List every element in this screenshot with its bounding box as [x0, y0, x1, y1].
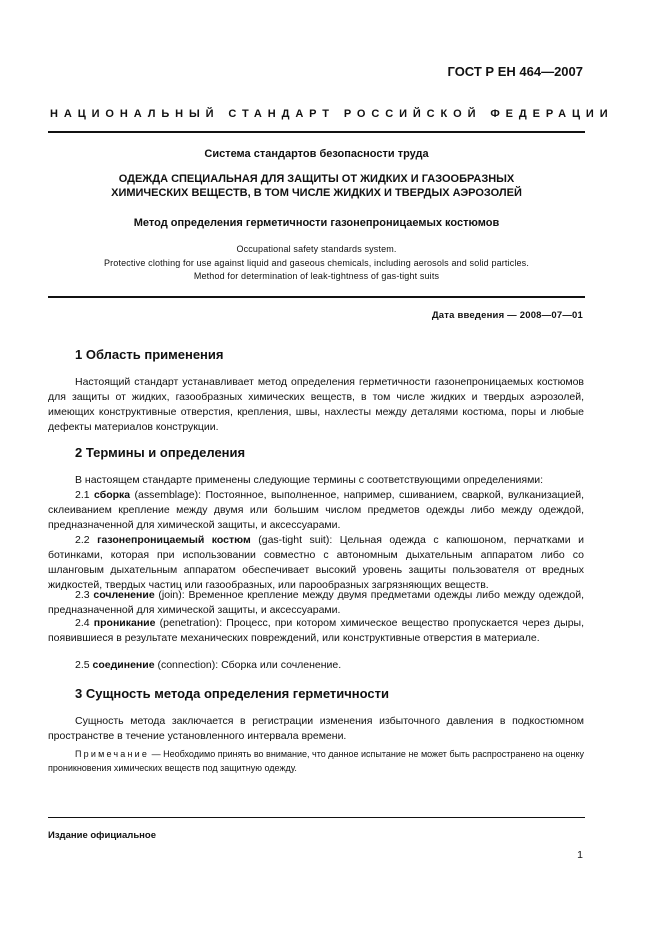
term-definition: (connection): Сборка или сочленение.	[154, 659, 342, 671]
term-name: соединение	[92, 659, 155, 671]
method-subtitle: Метод определения герметичности газонепроницаемых костюмов	[133, 217, 500, 229]
term-number: 2.3	[75, 589, 94, 601]
title-line-2: ХИМИЧЕСКИХ ВЕЩЕСТВ, В ТОМ ЧИСЛЕ ЖИДКИХ И ТВЕРДЫХ АЭРОЗОЛЕЙ	[111, 187, 522, 199]
term-definition: (gas-tight suit): Цельная одежда с капюшоном, перчатками и ботинками, которая при использовании совместно с автономным дыхательным аппаратом либо со шланговым дыхательным аппаратом обеспечивает высокий уровень защиты пользователя от вредных жидкостей, твердых частиц или газообразных, или парообразных загрязняющих веществ.	[48, 534, 584, 591]
edition-label: Издание официальное	[48, 830, 156, 841]
term-2-3	[48, 588, 584, 618]
page-number: 1	[577, 849, 583, 861]
english-line-3: Method for determination of leak-tightness of gas-tight suits	[193, 271, 440, 281]
gost-number: ГОСТ Р ЕН 464—2007	[447, 64, 583, 79]
english-title	[48, 243, 585, 284]
note	[48, 747, 584, 775]
document-title	[48, 172, 585, 200]
term-definition: (assemblage): Постоянное, выполненное, например, сшиванием, сваркой, вулканизацией, склеиванием крепление между двумя или большим числом предметов одежды либо между одеждой, предназначенной для химической защиты, и аксессуарами.	[48, 489, 584, 531]
note-text: — Необходимо принять во внимание, что данное испытание не может быть распространено на оценку проникновения химических веществ под защитную одежду.	[48, 749, 584, 773]
term-number: 2.5	[75, 659, 93, 671]
term-number: 2.1	[75, 489, 95, 501]
term-2-5	[48, 658, 584, 673]
term-definition: (penetration): Процесс, при котором химическое вещество пропускается через дыры, появившиеся в результате механических повреждений, или конструктивные отверстия в материале.	[48, 617, 584, 644]
standards-series: Система стандартов безопасности труда	[204, 148, 429, 160]
header-rule	[48, 131, 585, 133]
footer-rule	[48, 817, 585, 818]
section-2-intro: В настоящем стандарте применены следующие термины с соответствующими определениями:	[75, 474, 544, 486]
section-1-text: Настоящий стандарт устанавливает метод определения герметичности газонепроницаемых костюмов для защиты от жидких, газообразных химических веществ, в том числе жидких и твердых аэрозолей, имеющих конструктивные отверстия, крепления, швы, нахлесты между деталями костюма, поры и любые дефекты материалов конструкции.	[48, 376, 584, 433]
term-definition: (join): Временное крепление между двумя предметами одежды либо между одеждой, предназначенной для химической защиты, и аксессуарами.	[48, 589, 585, 616]
term-2-4	[48, 616, 584, 646]
term-name: сборка	[94, 489, 131, 501]
section-2-heading: 2 Термины и определения	[75, 445, 246, 460]
english-line-1: Occupational safety standards system.	[236, 244, 397, 254]
term-number: 2.4	[75, 617, 94, 629]
term-number: 2.2	[75, 534, 98, 546]
title-line-1: ОДЕЖДА СПЕЦИАЛЬНАЯ ДЛЯ ЗАЩИТЫ ОТ ЖИДКИХ И ГАЗООБРАЗНЫХ	[118, 173, 515, 185]
term-2-2	[48, 533, 584, 593]
section-3-text: Сущность метода заключается в регистрации изменения избыточного давления в подкостюмном пространстве в течение установленного интервала времени.	[48, 715, 584, 742]
note-label: Примечание	[75, 749, 150, 759]
section-3-heading: 3 Сущность метода определения герметичности	[75, 686, 389, 701]
english-line-2: Protective clothing for use against liquid and gaseous chemicals, including aerosols and solid particles.	[104, 257, 529, 268]
section-1-heading: 1 Область применения	[75, 347, 224, 362]
term-name: сочленение	[93, 589, 155, 601]
national-standard-banner: НАЦИОНАЛЬНЫЙ СТАНДАРТ РОССИЙСКОЙ ФЕДЕРАЦИИ	[50, 108, 614, 120]
term-name: газонепроницаемый костюм	[97, 534, 251, 546]
term-2-1	[48, 488, 584, 533]
title-rule	[48, 296, 585, 298]
introduction-date: Дата введения — 2008—07—01	[431, 310, 583, 321]
term-name: проникание	[93, 617, 156, 629]
